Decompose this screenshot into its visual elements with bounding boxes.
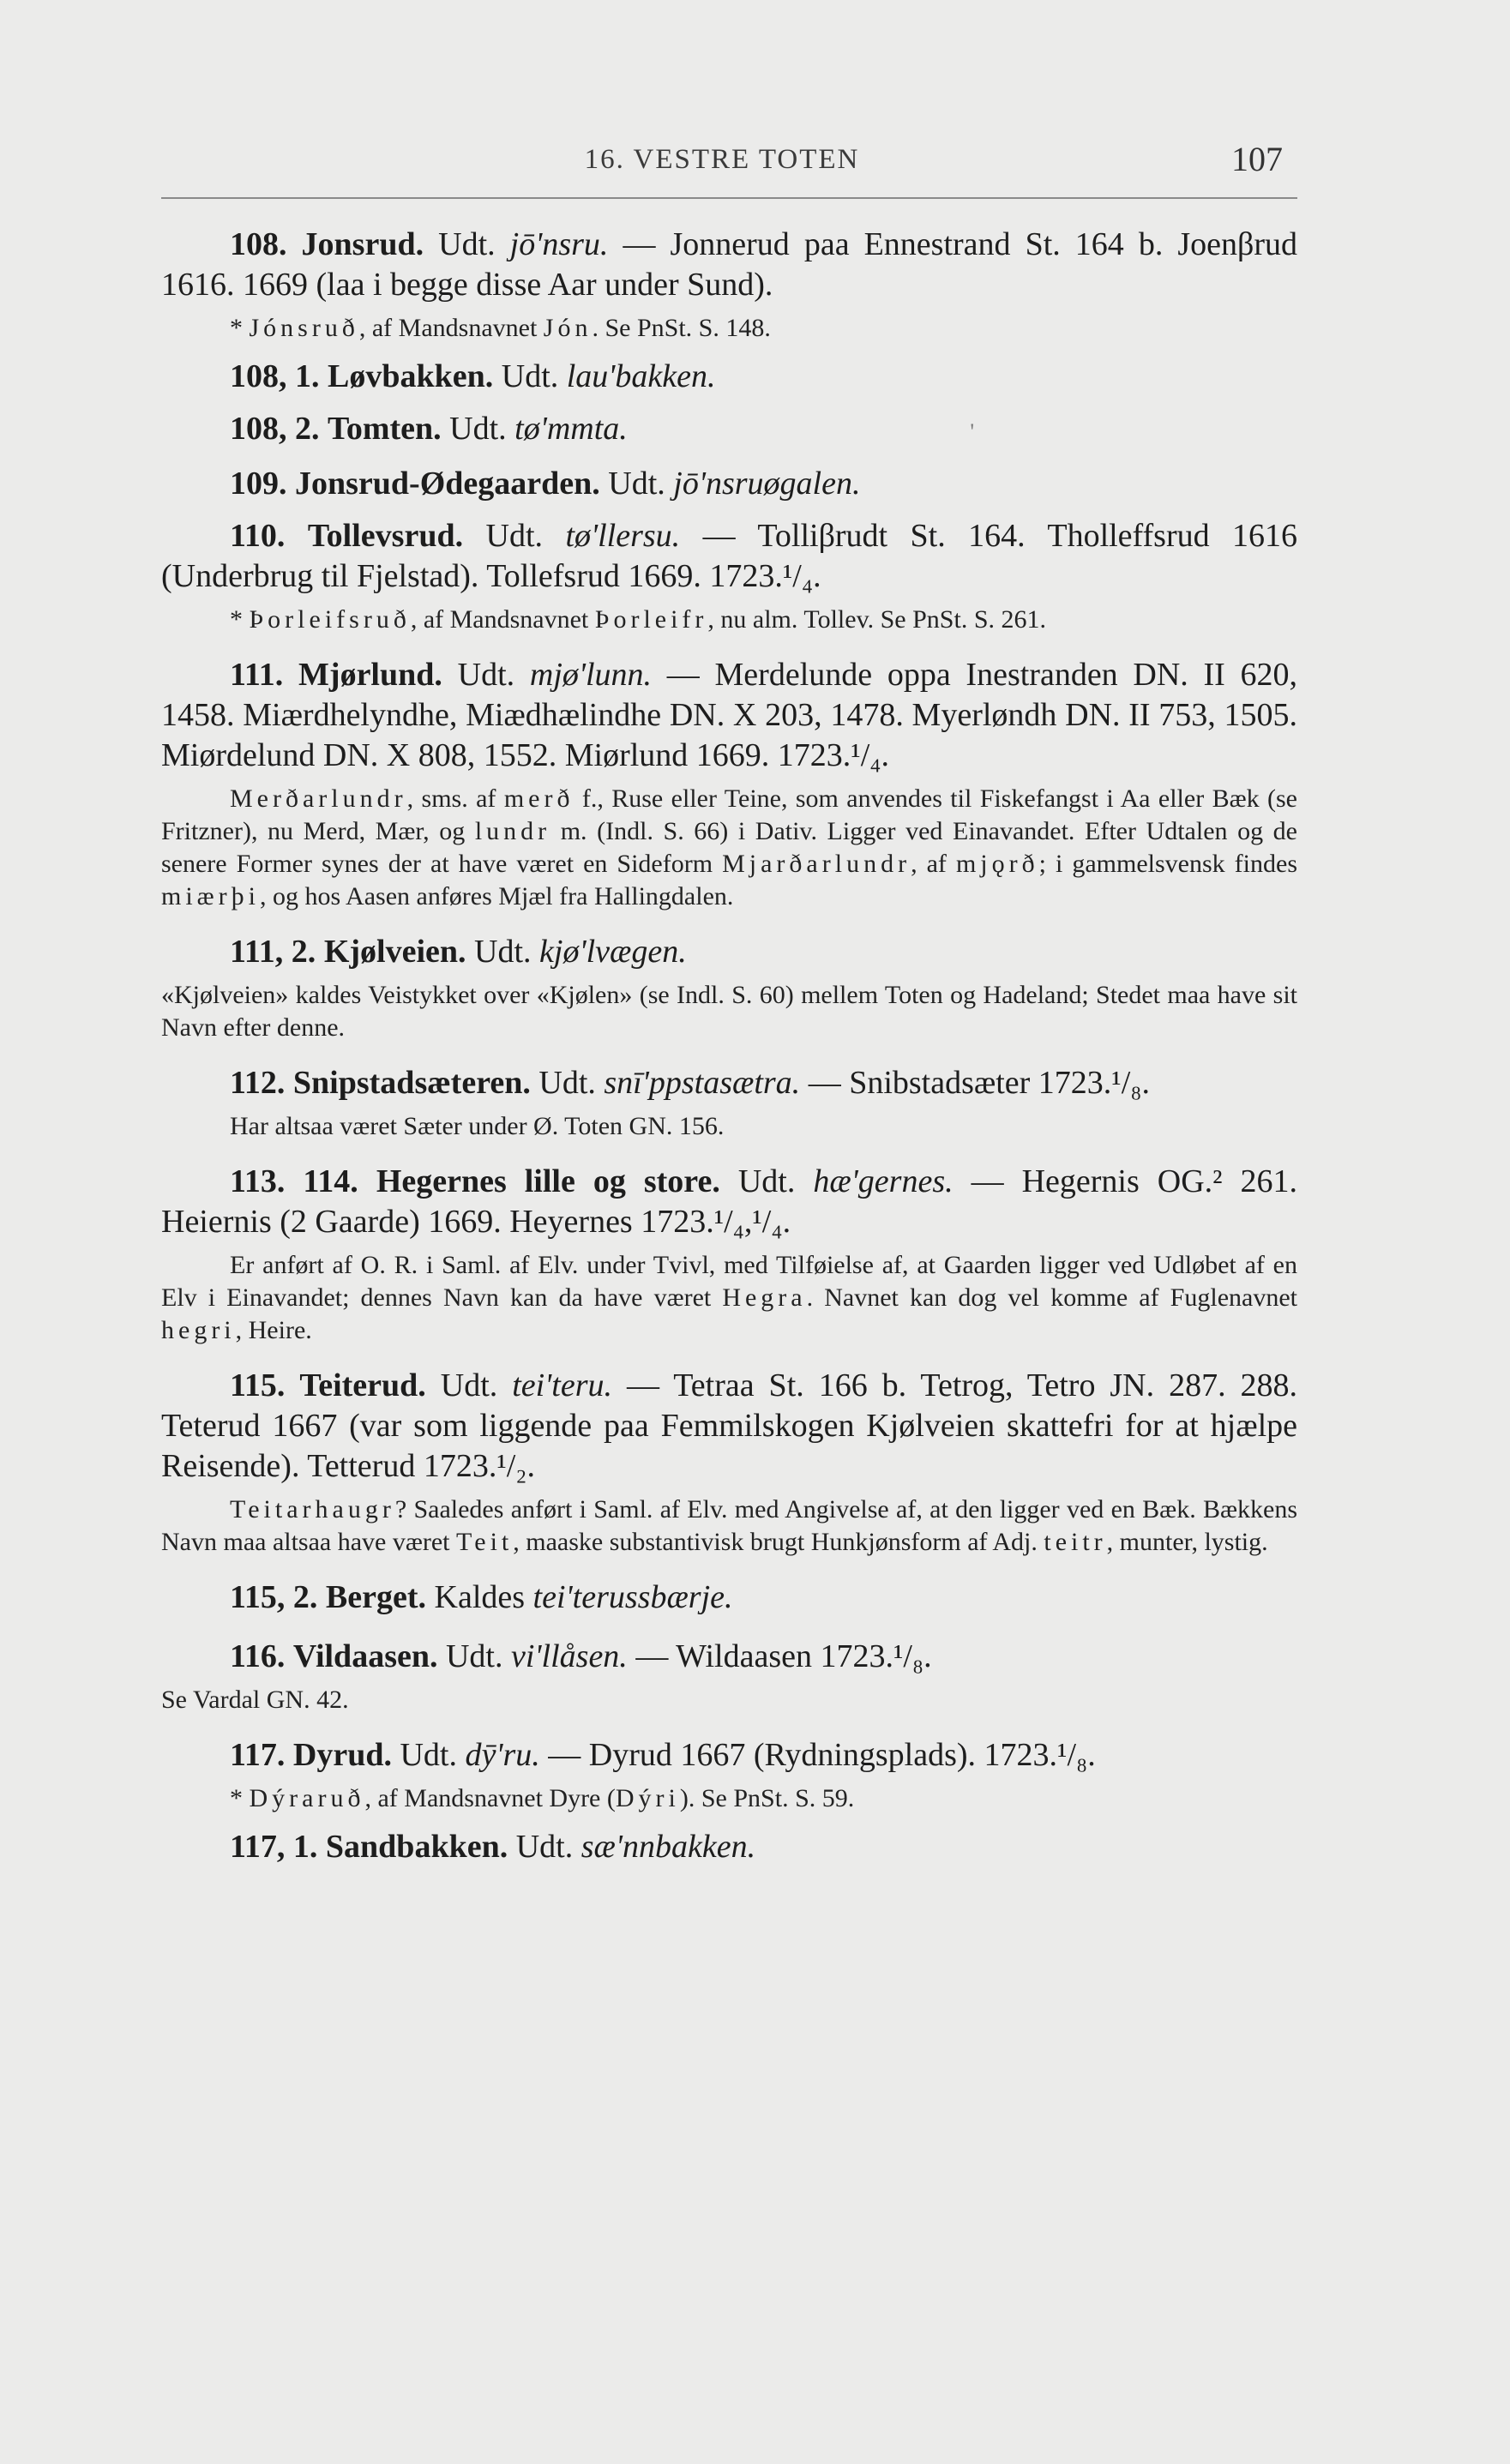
note-text: * <box>230 605 250 634</box>
pronunciation: kjø'lvægen. <box>539 934 687 970</box>
entry-name: Vildaasen. <box>292 1638 438 1674</box>
entry-111-2 <box>161 932 1297 1044</box>
note-form: teitr <box>1044 1528 1107 1556</box>
note-form: mjǫrð <box>955 850 1039 878</box>
note-text: , og hos Aasen anføres Mjæl fra Hallingdalen. <box>260 882 734 910</box>
entry-text: — Dyrud 1667 (Rydningsplads). 1723.¹/₈. <box>548 1737 1096 1773</box>
entry-main <box>161 1366 1297 1487</box>
entry-note <box>161 1782 1297 1815</box>
note-text: Er anført af O. R. i Saml. af Elv. under Tvivl, med Tilføielse af, at Gaarden ligger ved Udløbet af en Elv i Einavandet; dennes Navn kan da have været <box>161 1251 1297 1312</box>
pronunciation: snī'ppstasætra. <box>604 1065 801 1101</box>
entry-number: 115. <box>230 1367 286 1403</box>
running-head: 16. VESTRE TOTEN <box>584 144 860 175</box>
entry-115 <box>161 1366 1297 1559</box>
note-form: Dýri <box>615 1784 680 1812</box>
entry-number: 115, 2. <box>230 1579 318 1615</box>
pronunciation: jō'nsru. <box>509 226 609 262</box>
note-text: * <box>230 314 250 342</box>
udt-label: Kaldes <box>434 1579 526 1615</box>
entry-main <box>161 225 1297 305</box>
entry-text: — Hegernis OG.² 261. Heiernis (2 Gaarde) 1669. Heyernes 1723.¹/₄,¹/₄. <box>161 1163 1298 1240</box>
pronunciation: lau'bakken. <box>566 358 716 394</box>
stray-mark: ' <box>970 419 974 444</box>
entry-text: — Tolliβrudt St. 164. Tholleffsrud 1616 (Underbrug til Fjelstad). Tollefsrud 1669. 1723.¹/₄. <box>161 518 1298 594</box>
note-form: Teitarhaugr <box>230 1495 395 1523</box>
entry-113-114 <box>161 1162 1297 1347</box>
entry-main <box>161 1637 1297 1677</box>
entry-name: Tomten. <box>328 411 442 447</box>
note-text: , af Mandsnavnet Dyre ( <box>364 1784 616 1812</box>
entry-name: Jonsrud. <box>301 226 424 262</box>
note-text: Har altsaa været Sæter under Ø. Toten GN. 156. <box>230 1112 725 1140</box>
note-text: ; i gammelsvensk findes <box>1038 850 1297 878</box>
entry-number: 112. <box>230 1065 286 1101</box>
entry-name: Jonsrud-Ødegaarden. <box>295 466 600 502</box>
udt-label: Udt. <box>737 1163 796 1199</box>
pronunciation: mjø'lunn. <box>529 657 653 693</box>
pronunciation: tø'llersu. <box>565 518 681 554</box>
entry-name: Sandbakken. <box>325 1829 508 1865</box>
note-text: , munter, lystig. <box>1106 1528 1268 1556</box>
note-text: , maaske substantivisk brugt Hunkjønsform af Adj. <box>513 1528 1044 1556</box>
note-text: , af <box>911 850 956 878</box>
entry-108-1 <box>161 357 1297 397</box>
entry-main <box>161 932 1297 972</box>
udt-label: Udt. <box>445 1638 503 1674</box>
note-text: «Kjølveien» kaldes Veistykket over «Kjølen» (se Indl. S. 60) mellem Toten og Hadeland; Stedet maa have sit Navn efter denne. <box>161 981 1297 1042</box>
entry-number: 110. <box>230 518 286 554</box>
entry-note <box>161 783 1297 913</box>
entry-main <box>161 516 1297 597</box>
note-text: . Se PnSt. S. 148. <box>592 314 771 342</box>
entry-name: Tollevsrud. <box>307 518 464 554</box>
note-form: Jón <box>543 314 593 342</box>
entry-name: Hegernes lille og store. <box>376 1163 720 1199</box>
entry-text: — Snibstadsæter 1723.¹/₈. <box>808 1065 1151 1101</box>
note-text: . Navnet kan dog vel komme af Fuglenavnet <box>806 1283 1297 1312</box>
note-form: merð <box>503 784 575 813</box>
note-form: hegri <box>161 1316 236 1344</box>
pronunciation: tø'mmta. <box>514 411 628 447</box>
note-text: , af Mandsnavnet <box>358 314 544 342</box>
entry-name: Løvbakken. <box>328 358 494 394</box>
entry-number: 109. <box>230 466 287 502</box>
entry-108-2 <box>161 409 1297 452</box>
note-form: miærþi <box>161 882 261 910</box>
entry-note <box>161 1110 1297 1143</box>
udt-label: Udt. <box>400 1737 457 1773</box>
udt-label: Udt. <box>449 411 507 447</box>
pronunciation: tei'teru. <box>512 1367 613 1403</box>
pronunciation: vi'llåsen. <box>510 1638 628 1674</box>
pronunciation: dȳ'ru. <box>465 1737 540 1773</box>
entry-name: Snipstadsæteren. <box>292 1065 531 1101</box>
note-text: , sms. af <box>406 784 504 813</box>
entry-108 <box>161 225 1297 345</box>
entry-117-1 <box>161 1827 1297 1867</box>
note-form: Þorleifsruð <box>249 605 411 634</box>
entry-110 <box>161 516 1297 636</box>
udt-label: Udt. <box>538 1065 596 1101</box>
note-form: Teit <box>456 1528 514 1556</box>
entry-117 <box>161 1735 1297 1815</box>
entry-main <box>161 1162 1297 1242</box>
entry-number: 108. <box>230 226 287 262</box>
udt-label: Udt. <box>440 1367 498 1403</box>
entry-main <box>161 1735 1297 1776</box>
entry-112 <box>161 1063 1297 1143</box>
entry-main <box>161 1063 1297 1103</box>
header-rule <box>161 197 1297 199</box>
entry-note <box>161 979 1297 1044</box>
entry-name: Teiterud. <box>299 1367 426 1403</box>
entry-number: 111, 2. <box>230 934 316 970</box>
entry-text: — Wildaasen 1723.¹/₈. <box>635 1638 932 1674</box>
udt-label: Udt. <box>438 226 496 262</box>
entry-name: Kjølveien. <box>323 934 466 970</box>
entry-number: 108, 1. <box>230 358 320 394</box>
page-header <box>161 139 1283 187</box>
note-text: Se Vardal GN. 42. <box>161 1686 349 1714</box>
entry-111 <box>161 655 1297 913</box>
note-text: m. (Indl. S. 66) i Dativ. Ligger ved Einavandet. Efter Udtalen og de senere Former synes der at have været en Sideform <box>161 817 1297 878</box>
udt-label: Udt. <box>474 934 532 970</box>
page-body <box>161 225 1297 1867</box>
entry-note <box>161 312 1297 345</box>
pronunciation: sæ'nnbakken. <box>581 1829 756 1865</box>
entry-109 <box>161 464 1297 504</box>
note-form: Hegra <box>722 1283 807 1312</box>
entry-number: 111. <box>230 657 284 693</box>
entry-number: 116. <box>230 1638 286 1674</box>
entry-note <box>161 1684 1297 1716</box>
entry-number: 117, 1. <box>230 1829 318 1865</box>
udt-label: Udt. <box>501 358 559 394</box>
entry-number: 117. <box>230 1737 286 1773</box>
entry-main <box>161 655 1297 776</box>
note-text: , af Mandsnavnet <box>410 605 595 634</box>
entry-note <box>161 1249 1297 1347</box>
note-text: ? Saaledes anført i Saml. af Elv. med Angivelse af, at den ligger ved en Bæk. Bækkens Navn maa altsaa have været <box>161 1495 1297 1556</box>
note-text: f., Ruse eller Teine, som anvendes til Fiskefangst i Aa eller Bæk (se Fritzner), nu Merd, Mær, og <box>161 784 1297 845</box>
udt-label: Udt. <box>608 466 665 502</box>
udt-label: Udt. <box>515 1829 574 1865</box>
note-form: lundr <box>474 817 551 845</box>
note-form: Mjarðarlundr <box>722 850 911 878</box>
entry-name: Dyrud. <box>292 1737 392 1773</box>
note-text: , nu alm. Tollev. Se PnSt. S. 261. <box>707 605 1047 634</box>
pronunciation: jō'nsruøgalen. <box>673 466 861 502</box>
entry-text: — Merdelunde oppa Inestranden DN. II 620, 1458. Miærdhelyndhe, Miædhælindhe DN. X 203, 1478. Myerløndh DN. II 753, 1505. Miørdelund DN. X 808, 1552. Miørlund 1669. 1723.¹/₄. <box>161 657 1298 773</box>
note-form: Jónsruð <box>249 314 359 342</box>
entry-name: Berget. <box>325 1579 427 1615</box>
pronunciation: hæ'gernes. <box>813 1163 954 1199</box>
page-number: 107 <box>1231 140 1283 178</box>
entry-116 <box>161 1637 1297 1716</box>
entry-text: — Jonnerud paa Ennestrand St. 164 b. Joenβrud 1616. 1669 (laa i begge disse Aar under Sund). <box>161 226 1297 303</box>
note-text: ). Se PnSt. S. 59. <box>679 1784 855 1812</box>
note-text: , Heire. <box>235 1316 312 1344</box>
entry-115-2 <box>161 1578 1297 1618</box>
entry-name: Mjørlund. <box>298 657 442 693</box>
entry-text: — Tetraa St. 166 b. Tetrog, Tetro JN. 287. 288. Teterud 1667 (var som liggende paa Femmilskogen Kjølveien skattefri for at hjælpe Reisende). Tetterud 1723.¹/₂. <box>161 1367 1298 1484</box>
udt-label: Udt. <box>485 518 544 554</box>
entry-note <box>161 604 1297 636</box>
pronunciation: tei'terussbærje. <box>532 1579 733 1615</box>
udt-label: Udt. <box>457 657 515 693</box>
note-text: * <box>230 1784 250 1812</box>
note-form: Dýraruð <box>249 1784 365 1812</box>
note-form: Merðarlundr <box>230 784 407 813</box>
entry-note <box>161 1493 1297 1559</box>
entry-number: 108, 2. <box>230 411 320 447</box>
entry-number: 113. 114. <box>230 1163 358 1199</box>
note-form: Þorleifr <box>594 605 708 634</box>
